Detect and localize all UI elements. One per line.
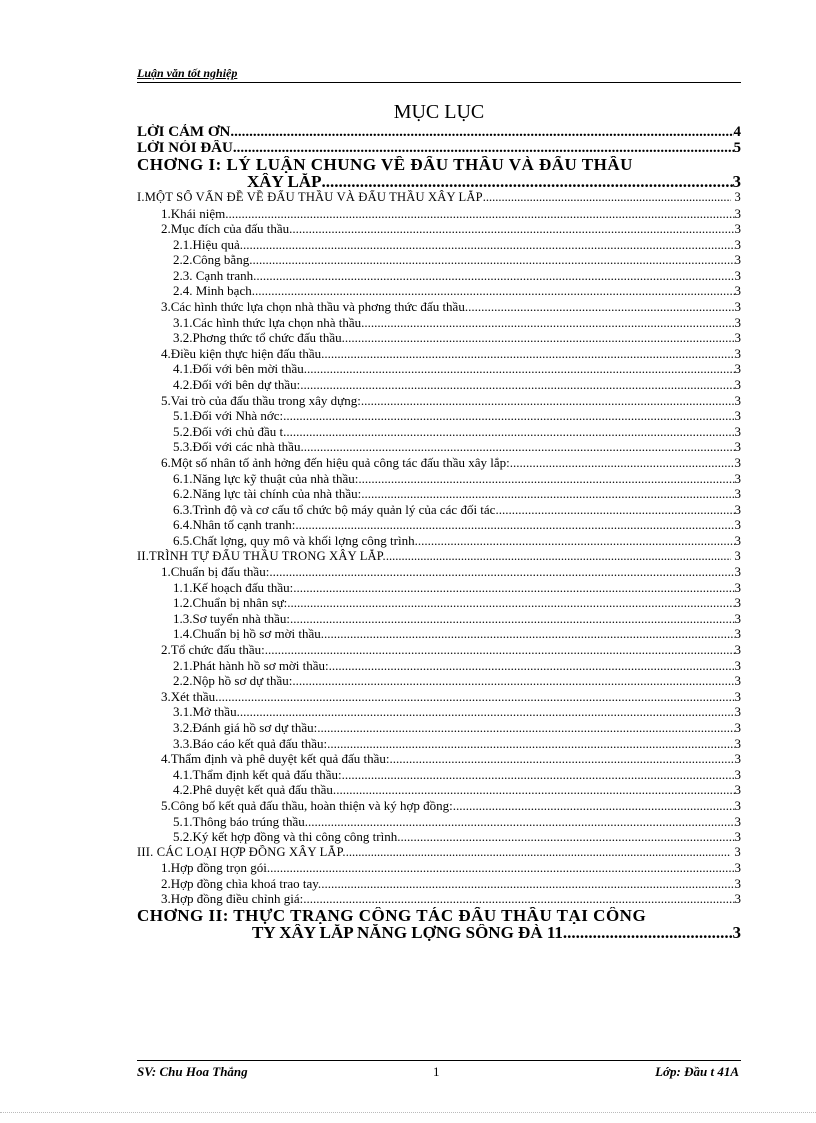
toc-entry-page: 3 [734,423,741,439]
toc-entry[interactable] [137,907,741,924]
table-of-contents [137,124,741,941]
toc-entry-title: 6.4.Nhân tố cạnh tranh: [173,517,296,533]
toc-entry-title: 2.1.Phát hành hồ sơ mời thầu: [173,657,329,673]
toc-entry[interactable] [137,611,741,627]
toc-leader-dots [265,642,735,658]
toc-entry[interactable] [137,860,741,876]
toc-entry-page: 3 [734,361,741,377]
toc-entry[interactable] [137,283,741,299]
toc-entry[interactable] [137,346,741,362]
toc-entry-page: 3 [734,345,741,361]
toc-entry-title: 2.1.Hiệu quả [173,236,240,252]
toc-leader-dots [321,876,734,892]
toc-entry-page: 3 [732,924,741,942]
toc-leader-dots [361,486,734,502]
toc-entry-title: 4.2.Phê duyệt kết quả đấu thầu. [173,782,337,798]
toc-leader-dots [300,377,734,393]
toc-entry[interactable] [137,924,741,941]
toc-entry[interactable] [137,173,741,190]
toc-entry-title: III. CÁC LOẠI HỢP ĐỒNG XÂY LẮP. [137,844,346,859]
toc-leader-dots [269,564,734,580]
toc-entry-title: 3.Hợp đồng điều chỉnh giá: [161,891,304,907]
toc-entry[interactable] [137,736,741,752]
toc-entry-title: 1.Hợp đồng trọn gói. [161,860,271,876]
toc-entry-page: 3 [734,875,741,891]
toc-entry[interactable] [137,424,741,440]
toc-entry-page: 3 [734,735,741,751]
toc-leader-dots [400,829,734,845]
toc-entry-page: 3 [734,642,741,658]
toc-leader-dots [249,252,734,268]
toc-entry[interactable] [137,704,741,720]
toc-entry-page: 3 [734,314,741,330]
toc-entry-page: 3 [734,595,741,611]
toc-leader-dots [418,533,735,549]
toc-entry-page: 3 [734,392,741,408]
toc-entry-page: 3 [734,657,741,673]
toc-entry-title: 6.5.Chất lợng, quy mô và khối lợng công trình. [173,532,418,548]
toc-entry[interactable] [137,268,741,284]
toc-entry-page: 3 [734,844,741,859]
toc-entry[interactable] [137,315,741,331]
toc-entry-title: 2.Hợp đồng chìa khoá trao tay. [161,875,322,891]
toc-leader-dots [386,549,731,565]
toc-leader-dots [283,408,734,424]
toc-entry-title: 4.1.Thẩm định kết quả đấu thầu: [173,766,342,782]
toc-entry-page: 3 [734,205,741,221]
toc-entry[interactable] [137,156,741,173]
toc-leader-dots [225,206,734,222]
toc-entry-title: 3.3.Báo cáo kết quả đấu thầu: [173,735,328,751]
toc-entry[interactable] [137,767,741,783]
footer-author: SV: Chu Hoa Thắng [137,1064,248,1079]
toc-entry[interactable] [137,782,741,798]
toc-entry-title: 6.1.Năng lực kỹ thuật của nhà thầu: [173,470,359,486]
toc-entry[interactable] [137,471,741,487]
footer-page-number: 1 [433,1064,440,1079]
toc-entry[interactable] [137,299,741,315]
toc-entry-title: 4.1.Đối với bên mời thầu. [173,361,307,377]
toc-entry-page: 3 [734,221,741,237]
toc-leader-dots [336,782,734,798]
toc-entry-title: 2.3. Cạnh tranh [173,267,254,283]
toc-entry-page: 3 [734,267,741,283]
toc-leader-dots [253,268,734,284]
toc-entry[interactable] [137,751,741,767]
toc-leader-dots [361,315,734,331]
toc-leader-dots [233,140,734,156]
toc-leader-dots [324,346,734,362]
toc-entry-page: 3 [734,673,741,689]
toc-entry[interactable] [137,140,741,156]
toc-entry[interactable] [137,439,741,455]
toc-entry[interactable] [137,221,741,237]
toc-entry[interactable] [137,502,741,518]
page-footer [137,1060,741,1081]
toc-entry-page: 3 [734,455,741,470]
toc-leader-dots [215,689,734,705]
toc-entry[interactable] [137,845,741,861]
toc-entry-title: 1.Chuẩn bị đấu thầu: [161,564,270,580]
toc-entry-title: 6.3.Trình độ và cơ cấu tổ chức bộ máy quản lý của các đối tác. [173,501,499,517]
toc-entry-page: 3 [734,579,741,595]
toc-entry-page: 3 [734,751,741,767]
toc-leader-dots [465,299,735,315]
toc-entry-page: 3 [734,704,741,720]
toc-entry[interactable] [137,206,741,222]
toc-entry-page: 3 [734,236,741,252]
toc-entry-page: 3 [734,517,741,533]
toc-entry-title: 4.Điều kiện thực hiện đấu thầu. [161,345,325,361]
toc-entry[interactable] [137,564,741,580]
toc-entry[interactable] [137,642,741,658]
toc-entry-title: 3.Các hình thức lựa chọn nhà thầu và phơng thức đấu thầu [161,299,465,315]
toc-entry-title: 2.4. Minh bạch [173,283,252,299]
toc-entry-title: 5.Vai trò của đấu thầu trong xây dựng: [161,392,361,408]
toc-entry-page: 3 [734,299,741,315]
toc-leader-dots [252,283,735,299]
toc-entry-title: 5.3.Đối với các nhà thầu. [173,439,304,455]
toc-entry-page: 3 [734,439,741,455]
toc-entry-title: 2.Tổ chức đấu thầu: [161,642,265,658]
toc-entry-page: 3 [734,252,741,268]
toc-leader-dots [342,767,735,783]
toc-entry-page: 3 [734,813,741,829]
toc-entry-page: 3 [734,190,741,204]
toc-entry-page: 3 [734,860,741,876]
toc-entry-title: 1.4.Chuẩn bị hồ sơ mời thầu [173,626,321,642]
toc-entry-page: 3 [734,330,741,346]
toc-entry-title: 2.Mục đích của đấu thầu [161,221,290,237]
toc-entry[interactable] [137,408,741,424]
toc-entry-title: 2.2.Công bằng [173,252,250,268]
toc-leader-dots [483,190,731,206]
toc-entry-title: 3.1.Mở thầu [173,704,237,720]
toc-leader-dots [563,924,733,941]
toc-entry-title: II.TRÌNH TỰ ĐẤU THẦU TRONG XÂY LẮP. [137,548,386,563]
toc-entry-page: 5 [733,140,741,156]
toc-entry-page: 3 [734,486,741,502]
toc-entry-title: LỜI CẢM ƠN [137,124,231,140]
toc-entry-page: 3 [734,766,741,782]
toc-entry-title: LỜI NÓI ĐẦU [137,140,233,156]
toc-entry[interactable] [137,237,741,253]
toc-entry-page: 3 [734,501,741,517]
toc-leader-dots [290,611,735,627]
toc-entry-page: 3 [734,688,741,704]
toc-entry-title: 6.2.Năng lực tài chính của nhà thầu: [173,486,362,502]
toc-entry-title: 5.2.Ký kết hợp đồng và thi công công trình. [173,829,401,845]
toc-leader-dots [286,424,734,440]
toc-entry[interactable] [137,814,741,830]
toc-entry-page: 3 [734,470,741,486]
toc-entry-page: 3 [734,377,741,393]
toc-entry-title: TY XÂY LẮP NĂNG LỢNG SÔNG ĐÀ 11 [252,924,563,942]
toc-leader-dots [510,455,735,471]
toc-leader-dots [346,845,731,861]
toc-leader-dots [342,330,735,346]
toc-entry-title: 6.Một số nhân tố ảnh hởng đến hiệu quả công tác đấu thầu xây lắp: [161,455,510,470]
toc-entry-page: 3 [734,283,741,299]
toc-leader-dots [293,580,734,596]
toc-entry-page: 3 [734,891,741,907]
toc-entry-title: 3.1.Các hình thức lựa chọn nhà thầu [173,314,362,330]
toc-entry[interactable] [137,190,741,206]
toc-entry-page: 3 [732,173,741,190]
toc-entry[interactable] [137,580,741,596]
toc-entry[interactable] [137,595,741,611]
toc-leader-dots [240,237,735,253]
toc-leader-dots [358,471,734,487]
toc-entry-page: 3 [734,797,741,813]
toc-leader-dots [295,517,734,533]
toc-entry-title: 4.2.Đối với bên dự thầu: [173,377,301,393]
toc-entry-page: 3 [734,829,741,845]
toc-entry-title: XÂY LẮP [247,173,322,190]
toc-leader-dots [307,361,735,377]
page-header: Luận văn tốt nghiệp [137,66,741,83]
toc-entry-page: 3 [734,720,741,735]
toc-entry-title: 1.1.Kế hoạch đấu thầu: [173,579,294,595]
toc-leader-dots [317,720,734,736]
toc-entry[interactable] [137,377,741,393]
toc-entry[interactable] [137,549,741,565]
toc-entry[interactable] [137,876,741,892]
toc-entry[interactable] [137,720,741,736]
toc-entry[interactable] [137,393,741,409]
toc-entry[interactable] [137,658,741,674]
toc-leader-dots [327,736,734,752]
toc-leader-dots [237,704,735,720]
toc-leader-dots [453,798,735,814]
toc-entry-title: CHƠNG II: THỰC TRẠNG CÔNG TÁC ĐẤU THẦU TẠI CÔNG [137,907,647,925]
toc-leader-dots [303,891,734,907]
toc-leader-dots [304,439,735,455]
toc-entry-title: 4.Thẩm định và phê duyệt kết quả đấu thầu: [161,751,390,767]
toc-entry[interactable] [137,124,741,140]
page-bottom-divider [0,1112,816,1119]
toc-entry[interactable] [137,798,741,814]
toc-leader-dots [499,502,735,518]
toc-entry-title: 2.2.Nộp hồ sơ dự thầu: [173,673,293,689]
toc-entry[interactable] [137,626,741,642]
toc-entry-page: 3 [734,548,741,563]
toc-leader-dots [321,626,735,642]
toc-leader-dots [321,173,732,190]
toc-leader-dots [329,658,735,674]
toc-entry[interactable] [137,486,741,502]
toc-leader-dots [292,673,734,689]
toc-leader-dots [230,124,733,140]
toc-entry-title: 5.Công bố kết quả đấu thầu, hoàn thiện và ký hợp đồng: [161,797,453,813]
toc-entry-title: 5.2.Đối với chủ đầu t. [173,423,287,439]
toc-entry-page: 3 [734,408,741,424]
toc-entry-title: 3.2.Phơng thức tổ chức đấu thầu [173,330,342,346]
toc-entry-page: 3 [734,782,741,798]
toc-entry[interactable] [137,891,741,907]
toc-entry[interactable] [137,330,741,346]
page-title: MỤC LỤC [393,101,485,123]
toc-entry-page: 4 [733,124,741,140]
toc-leader-dots [289,221,734,237]
toc-leader-dots [361,393,735,409]
toc-leader-dots [308,814,734,830]
toc-entry[interactable] [137,533,741,549]
toc-entry[interactable] [137,517,741,533]
toc-entry-title: 5.1.Đối với Nhà nớc: [173,408,284,424]
toc-entry[interactable] [137,361,741,377]
toc-entry-title: 1.2.Chuẩn bị nhân sự: [173,595,288,611]
toc-entry-page: 3 [734,532,741,548]
toc-entry[interactable] [137,252,741,268]
toc-entry[interactable] [137,689,741,705]
toc-leader-dots [270,860,734,876]
toc-entry[interactable] [137,829,741,845]
footer-class: Lớp: Đầu t 41A [655,1064,739,1079]
toc-entry[interactable] [137,673,741,689]
toc-entry-page: 3 [734,610,741,626]
toc-leader-dots [390,751,735,767]
toc-entry-title: 1.Khái niệm [161,205,226,221]
toc-entry-title: 3.2.Đánh giá hồ sơ dự thầu: [173,720,318,735]
toc-entry-title: CHƠNG I: LÝ LUẬN CHUNG VỀ ĐẤU THẦU VÀ ĐẤU THẦU [137,156,633,173]
toc-entry-title: 1.3.Sơ tuyển nhà thầu: [173,610,290,626]
toc-entry-title: 5.1.Thông báo trúng thầu. [173,813,309,829]
toc-entry-title: I.MỘT SỐ VẤN ĐỀ VỀ ĐẤU THẦU VÀ ĐẤU THẦU XÂY LẮP [137,190,483,204]
toc-entry-page: 3 [734,564,741,580]
toc-entry[interactable] [137,455,741,471]
toc-entry-page: 3 [734,626,741,642]
toc-entry-title: 3.Xét thầu [161,688,216,704]
toc-leader-dots [287,595,734,611]
